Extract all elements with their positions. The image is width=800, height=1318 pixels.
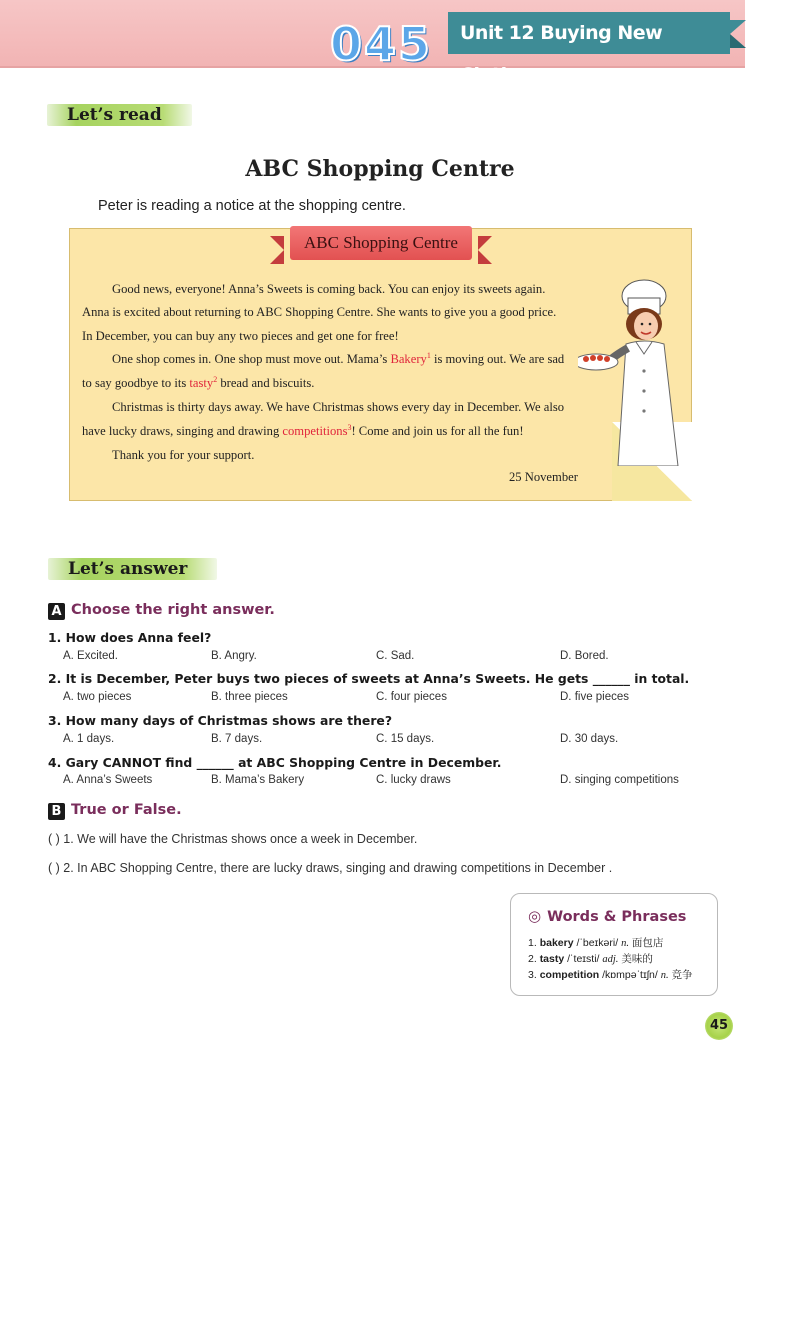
word-num: 3. (528, 969, 537, 981)
page-number: 45 (705, 1012, 733, 1040)
part-b-letter: B (48, 803, 65, 820)
option: C. four pieces (376, 691, 447, 703)
word-phonetic: /ˈbeɪkəri/ (576, 937, 619, 949)
word-pos: n. (621, 938, 629, 949)
notice-line: Anna is excited about returning to ABC Shopping Centre. She wants to give you a good price. (82, 305, 557, 319)
word-meaning: 美味的 (621, 953, 653, 965)
words-phrases-heading (528, 907, 686, 925)
notice-line: Good news, everyone! Anna’s Sweets is coming back. You can enjoy its sweets again. (112, 282, 546, 296)
lesson-number: 045 (330, 17, 433, 71)
unit-tag-fold (730, 20, 746, 48)
question-2: 2. It is December, Peter buys two pieces of sweets at Anna’s Sweets. He gets ______ in total. (48, 671, 690, 686)
word-pos: n. (660, 970, 669, 981)
option: B. three pieces (211, 691, 288, 703)
part-a-heading (48, 602, 275, 620)
true-false-item-1: ( ) 1. We will have the Christmas shows once a week in December. (48, 832, 418, 846)
option: D. Bored. (560, 650, 609, 662)
option: D. singing competitions (560, 774, 679, 786)
word-meaning: 面包店 (631, 937, 664, 949)
footnote-mark: 3 (347, 422, 352, 432)
notice-line (82, 424, 524, 439)
word-pos: adj. (602, 954, 619, 965)
bullseye-icon: ◎ (528, 907, 542, 925)
unit-title: Unit 12 Buying New Clothes (448, 12, 730, 54)
option: A. two pieces (63, 691, 132, 703)
word-term: competition (539, 969, 600, 981)
footnote-mark: 1 (426, 350, 431, 360)
option: B. Mama’s Bakery (211, 774, 305, 786)
question-1: 1. How does Anna feel? (48, 630, 212, 645)
option: C. 15 days. (376, 733, 435, 745)
footnote-mark: 2 (213, 374, 218, 384)
word-term: bakery (539, 937, 574, 949)
vocab-competitions: competitions (282, 424, 348, 438)
notice-text-segment: to say goodbye to its (82, 376, 190, 390)
chef-illustration (578, 276, 688, 466)
word-num: 1. (528, 937, 537, 949)
part-a-title: Choose the right answer. (71, 602, 275, 618)
option: C. Sad. (376, 650, 415, 662)
notice-line (112, 352, 564, 367)
option: B. Angry. (211, 650, 257, 662)
notice-date: 25 November (509, 470, 578, 484)
reading-subtitle: Peter is reading a notice at the shopping centre. (98, 198, 406, 214)
lets-read-tag: Let’s read (47, 104, 192, 126)
option: A. Excited. (63, 650, 118, 662)
word-phonetic: /ˈteɪsti/ (567, 953, 600, 965)
word-entry (528, 951, 653, 966)
notice-text-segment: One shop comes in. One shop must move out. Mama’s (112, 352, 391, 366)
option: B. 7 days. (211, 733, 263, 745)
notice-text-segment: ! Come and join us for all the fun! (351, 424, 524, 438)
notice-text-segment: have lucky draws, singing and drawing (82, 424, 283, 438)
notice-banner (270, 226, 492, 274)
notice-text-segment: is moving out. We are sad (430, 352, 565, 366)
part-a-letter: A (48, 603, 65, 620)
question-3: 3. How many days of Christmas shows are there? (48, 713, 393, 728)
reading-title: ABC Shopping Centre (245, 156, 515, 182)
part-b-heading (48, 802, 182, 820)
notice-line: Christmas is thirty days away. We have Christmas shows every day in December. We also (112, 400, 565, 414)
option: A. Anna’s Sweets (63, 774, 153, 786)
option: A. 1 days. (63, 733, 115, 745)
banner-text: ABC Shopping Centre (290, 226, 472, 260)
option: C. lucky draws (376, 774, 451, 786)
notice-line: Thank you for your support. (112, 448, 255, 462)
notice-line (82, 376, 314, 391)
lets-answer-tag: Let’s answer (48, 558, 217, 580)
notice-line: In December, you can buy any two pieces and get one for free! (82, 329, 399, 343)
part-b-title: True or False. (71, 802, 182, 818)
vocab-tasty: tasty (189, 376, 214, 390)
true-false-item-2: ( ) 2. In ABC Shopping Centre, there are lucky draws, singing and drawing competitions in December . (48, 861, 613, 875)
banner-tail-left (270, 236, 284, 264)
option: D. five pieces (560, 691, 630, 703)
word-term: tasty (539, 953, 565, 965)
word-num: 2. (528, 953, 537, 965)
notice-text-segment: bread and biscuits. (217, 376, 315, 390)
question-4: 4. Gary CANNOT find ______ at ABC Shopping Centre in December. (48, 755, 502, 770)
word-entry (528, 935, 663, 950)
option: D. 30 days. (560, 733, 619, 745)
word-entry (528, 967, 693, 982)
word-phonetic: /kɒmpəˈtɪʃn/ (602, 969, 658, 981)
vocab-bakery: Bakery (390, 352, 427, 366)
words-phrases-title: Words & Phrases (547, 909, 687, 925)
word-meaning: 竞争 (671, 969, 693, 981)
banner-tail-right (478, 236, 492, 264)
